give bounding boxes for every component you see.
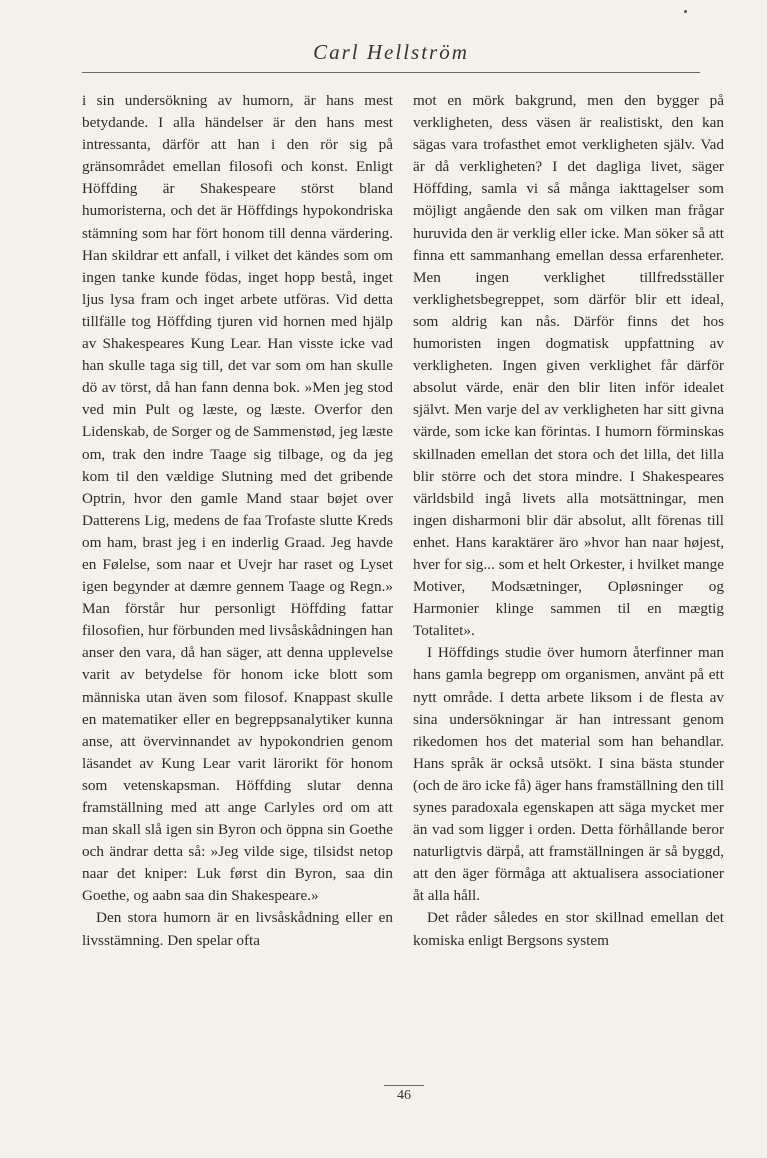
running-head: Carl Hellström — [313, 40, 469, 64]
paragraph: mot en mörk bakgrund, men den bygger på verkligheten, dess väsen är realistiskt, den kan sägas vara trofasthet emot verkligheten själv. Vad är då verkligheten? I det dagliga livet, säger Höffding, samla vi så många iakttagelser som möjligt angående den sak om vilken man frågar huruvida den är verklig eller icke. Man söker så att finna ett sammanhang emellan dessa erfarenheter. Men ingen verklighet tillfredsställer verklighetsbegreppet, som därför blir ett ideal, som aldrig kan nås. Därför finns det hos humoristen ingen dogmatisk uppfattning av verkligheten. Ingen given verklighet får därför absolut värde, enär den blir liten inför idealet självt. Men varje del av verkligheten har sitt givna värde, som icke kan förintas. I humorn förminskas skillnaden emellan det stora och det lilla, det lilla blir större och det stora mindre. I Shakespeares världsbild ingå livets alla motsättningar, men ingen disharmoni blir där absolut, allt förenas till enhet. Hans karaktärer äro »hvor han naar højest, hver for sig... som et helt Orkester, i hvilket mange Motiver, Modsætninger, Opløsninger og Harmonier klinge sammen til en mægtig Totalitet». — [413, 92, 724, 640]
page-number-rule — [384, 1085, 424, 1086]
paragraph: i sin undersökning av humorn, är hans mest betydande. I alla händelser är den hans mest intressanta, därför att han i den rör sig på gränsområdet emellan filosofi och konst. Enligt Höffding är Shakespeare störst bland humoristerna, och det är Höffdings hypokondriska stämning som har fört honom till denna värdering. Han skildrar ett anfall, i vilket det kändes som om ingen tanke kunde födas, inget hopp bestå, inget ljus lysa fram och inget arbete utföras. Vid detta tillfälle tog Höffding tjuren vid hornen med hjälp av Shakespeares Kung Lear. Han visste icke vad han skulle taga sig till, det var som om han skulle dö av törst, då han fann denna bok. »Men jeg stod ved min Pult og læste, og læste. Overfor den Lidenskab, de Sorger og de Sammenstød, jeg læste om, trak den indre Taage sig tilbage, og da jeg kom til den vældige Slutning med det gribende Optrin, hvor den gamle Mand staar bøjet over Datterens Lig, medens de faa Trofaste slutte Kreds om ham, brast jeg i en inderlig Graad. Jeg havde en Følelse, som naar et Uvejr har raset og Lyset igen begynder at dæmre gennem Taage og Regn.» Man förstår hur personligt Höffding fattar filosofien, hur förbunden med livsåskådningen han anser den vara, då han säger, att denna upplevelse varit av betydelse för honom icke blott som människa utan även som filosof. Knappast skulle en matematiker eller en begreppsanalytiker kunna anse, att övervinnandet av hypokondrien genom läsandet av Kung Lear varit lärorikt för honom som vetenskapsman. Höffding slutar denna framställning med att ange Carlyles ord om att man skall slå igen sin Byron och öppna sin Goethe och ändrar detta så: »Jeg vilde sige, tilsidst netop naar det kniper: Luk først din Byron, saa din Goethe, og aabn saa din Shakespeare.» — [82, 92, 393, 905]
header-rule — [82, 72, 700, 73]
ink-speck — [684, 10, 687, 13]
page-number: 46 — [397, 1088, 411, 1103]
paragraph: Det råder således en stor skillnad emellan det komiska enligt Bergsons system — [413, 909, 724, 949]
paragraph: I Höffdings studie över humorn återfinner man hans gamla begrepp om organismen, använt på ett nytt område. I detta arbete liksom i de flesta av sina undersökningar är han intressant genom rikedomen hos det material som han behandlar. Hans språk är också utsökt. I sina bästa stunder (och de äro icke få) äger hans framställning den till synes paradoxala egenskapen att säga mycket mer än vad som ligger i orden. Detta förhållande beror naturligtvis därpå, att framställningen är så byggd, att den äger förmåga att aktualisera associationer åt alla håll. — [413, 644, 724, 905]
right-column — [413, 90, 724, 952]
paragraph: Den stora humorn är en livsåskådning eller en livsstämning. Den spelar ofta — [82, 909, 393, 949]
left-column — [82, 90, 393, 952]
